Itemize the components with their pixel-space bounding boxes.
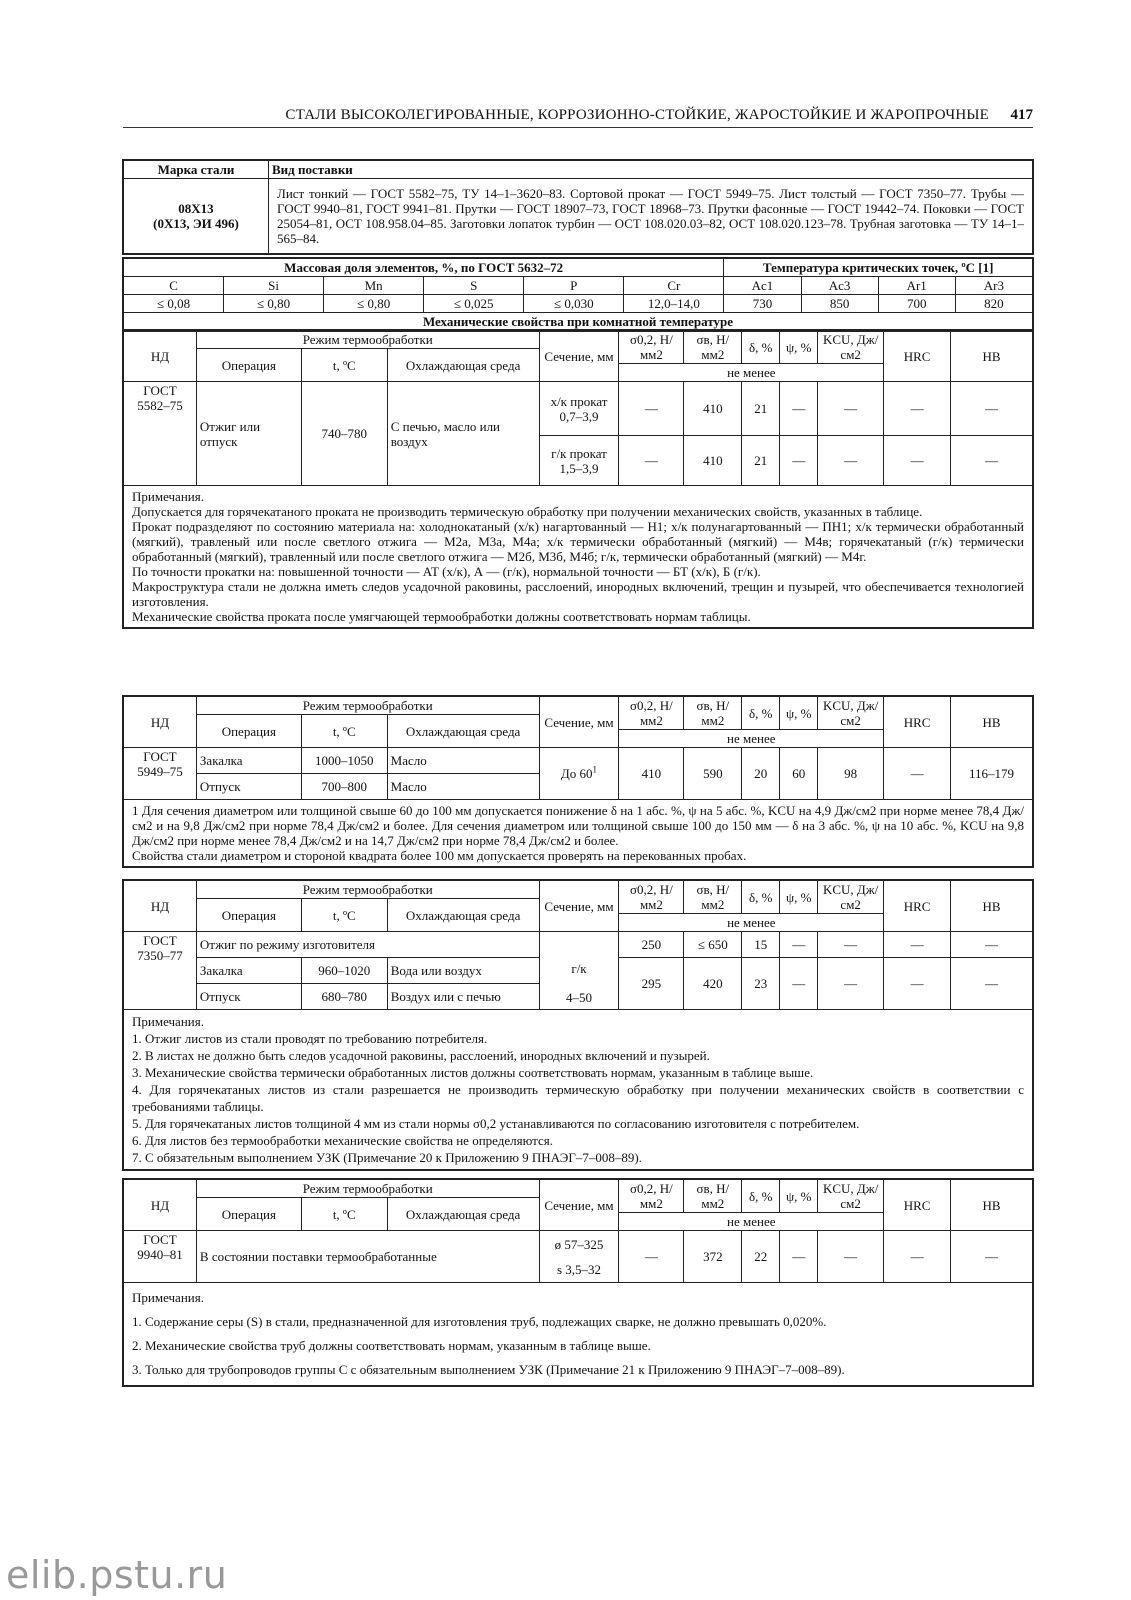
- value-ac3: 850: [801, 295, 878, 313]
- value-cr: 12,0–14,0: [624, 295, 724, 313]
- note-line: 1 Для сечения диаметром или толщиной свыше 60 до 100 мм допускается понижение δ на 1 абс. %, ψ на 5 абс. %, KCU на 4,9 Дж/см2 при норме менее 78,4 Дж/см2 и на 9,8 Дж/см2 при норме 78,4 Дж/см2 и более. Для сечения диаметром или толщиной свыше 100 до 150 мм — δ на 3 абс. %, ψ на 10 абс. %, KCU на 9,8 Дж/см2 при норме менее 78,4 Дж/см2 и на 14,7 Дж/см2 при норме 78,4 Дж/см2 и более.: [132, 803, 1024, 848]
- t3-r2-delta: 23: [742, 958, 780, 1010]
- t1-r1-psi: —: [780, 382, 818, 436]
- t4-sec1: ø 57–325: [554, 1236, 604, 1252]
- col-delta: δ, %: [742, 331, 780, 364]
- col-temp: t, ºС: [301, 899, 387, 932]
- col-hrc: HRC: [884, 881, 951, 932]
- t3-r1-psi: —: [780, 932, 818, 958]
- col-temp: t, ºС: [301, 349, 387, 382]
- col-operation: Операция: [196, 715, 301, 748]
- note-line: 3. Механические свойства термически обработанных листов должны соответствовать нормам, указанным в таблице выше.: [132, 1065, 814, 1080]
- col-section: Сечение, мм: [539, 1180, 619, 1231]
- t2-delta: 20: [742, 748, 780, 800]
- t3-r2-kcu: —: [818, 958, 884, 1010]
- mech-table-2: [123, 696, 1033, 867]
- col-s02: σ0,2, Н/мм2: [619, 331, 684, 364]
- col-nd: НД: [124, 331, 197, 382]
- notes-3: [124, 1010, 1033, 1170]
- notes-2: [124, 800, 1033, 867]
- col-regime: Режим термообработки: [196, 697, 539, 715]
- element-si: Si: [224, 277, 324, 295]
- t1-r1-hrc: —: [884, 382, 951, 436]
- t3-op0: Отжиг по режиму изготовителя: [196, 932, 539, 958]
- col-nd: НД: [124, 881, 197, 932]
- t2-op1: Закалка: [196, 748, 301, 774]
- t2-t2: 700–800: [301, 774, 387, 800]
- t3-r2-sb: 420: [684, 958, 742, 1010]
- t3-r1-kcu: —: [818, 932, 884, 958]
- col-min: не менее: [619, 914, 884, 932]
- point-ac1: Ac1: [724, 277, 801, 295]
- grade-alt: (0Х13, ЭИ 496): [153, 216, 239, 231]
- col-sb: σв, Н/мм2: [684, 697, 742, 730]
- note-line: По точности прокатки на: повышенной точности — АТ (х/к), А — (г/к), нормальной точности — БТ (х/к), Б (г/к).: [132, 564, 761, 579]
- note-line: 2. В листах не должно быть следов усадочной раковины, расслоений, инородных включений и пузырей.: [132, 1048, 710, 1063]
- t2-m1: Масло: [387, 748, 539, 774]
- t1-r1-kcu: —: [818, 382, 884, 436]
- col-regime: Режим термообработки: [196, 881, 539, 899]
- value-ac1: 730: [724, 295, 801, 313]
- t3-r1-sb: ≤ 650: [684, 932, 742, 958]
- col-kcu: KCU, Дж/см2: [818, 881, 884, 914]
- t3-r2-hb: —: [951, 958, 1033, 1010]
- t4-sec2: s 3,5–32: [556, 1261, 601, 1277]
- composition-title: Массовая доля элементов, %, по ГОСТ 5632–72: [124, 259, 724, 277]
- col-nd: НД: [124, 1180, 197, 1231]
- col-kcu: KCU, Дж/см2: [818, 1180, 884, 1213]
- t1-temp: 740–780: [301, 382, 387, 486]
- composition-table: [123, 258, 1033, 331]
- grade-label: Марка стали: [124, 161, 269, 179]
- t2-psi: 60: [780, 748, 818, 800]
- t3-r1-s02: 250: [619, 932, 684, 958]
- col-hrc: HRC: [884, 1180, 951, 1231]
- value-mn: ≤ 0,80: [324, 295, 424, 313]
- t3-r1-hrc: —: [884, 932, 951, 958]
- t1-operation: Отжиг или отпуск: [196, 382, 301, 486]
- col-regime: Режим термообработки: [196, 1180, 539, 1198]
- grade-name: 08Х13: [178, 201, 214, 216]
- col-hb: HB: [951, 697, 1033, 748]
- note-line: Примечания.: [132, 1014, 204, 1029]
- col-min: не менее: [619, 730, 884, 748]
- col-delta: δ, %: [742, 1180, 780, 1213]
- t1-medium: С печью, масло или воздух: [387, 382, 539, 486]
- supply-label: Вид поставки: [269, 161, 1033, 179]
- note-line: Макроструктура стали не должна иметь следов усадочной раковины, расслоений, инородных включений, трещин и пузырей, что обеспечивается технологией изготовления.: [132, 579, 1024, 609]
- note-line: 3. Только для трубопроводов группы С с обязательным выполнением УЗК (Примечание 21 к Приложению 9 ПНАЭГ–7–008–89).: [132, 1362, 845, 1377]
- col-section: Сечение, мм: [539, 697, 619, 748]
- note-line: Свойства стали диаметром и стороной квадрата более 100 мм допускается проверять на перекованных пробах.: [132, 848, 747, 863]
- running-title: СТАЛИ ВЫСОКОЛЕГИРОВАННЫЕ, КОРРОЗИОННО-СТОЙКИЕ, ЖАРОСТОЙКИЕ И ЖАРОПРОЧНЫЕ: [285, 107, 989, 123]
- t4-operation: В состоянии поставки термообработанные: [196, 1231, 539, 1283]
- supply-text: Лист тонкий — ГОСТ 5582–75, ТУ 14–1–3620–83. Сортовой прокат — ГОСТ 5949–75. Лист толстый — ГОСТ 7350–77. Трубы — ГОСТ 9940–81, ГОСТ 9941–81. Прутки — ГОСТ 18907–73, ГОСТ 18968–73. Прутки фасонные — ГОСТ 19442–74. Поковки — ГОСТ 25054–81, ОСТ 108.958.04–85. Заготовки лопаток турбин — ОСТ 108.020.03–82, ОСТ 108.020.123–78. Трубная заготовка — ТУ 14–1–565–84.: [269, 179, 1033, 254]
- t3-r1-delta: 15: [742, 932, 780, 958]
- col-s02: σ0,2, Н/мм2: [619, 1180, 684, 1213]
- t1-r2-section: г/к прокат 1,5–3,9: [539, 436, 619, 486]
- value-si: ≤ 0,80: [224, 295, 324, 313]
- col-sb: σв, Н/мм2: [684, 1180, 742, 1213]
- col-delta: δ, %: [742, 697, 780, 730]
- col-hrc: HRC: [884, 697, 951, 748]
- t3-op2: Отпуск: [196, 984, 301, 1010]
- t1-nd: ГОСТ 5582–75: [124, 382, 197, 486]
- t2-sb: 590: [684, 748, 742, 800]
- t1-r2-delta: 21: [742, 436, 780, 486]
- col-psi: ψ, %: [780, 1180, 818, 1213]
- col-hb: HB: [951, 881, 1033, 932]
- note-line: Механические свойства проката после умягчающей термообработки должны соответствовать нормам таблицы.: [132, 609, 751, 624]
- t4-sb: 372: [684, 1231, 742, 1283]
- col-medium: Охлаждающая среда: [387, 1198, 539, 1231]
- notes-1: [124, 486, 1033, 628]
- point-ar3: Ar3: [955, 277, 1032, 295]
- col-s02: σ0,2, Н/мм2: [619, 881, 684, 914]
- grade-table: [123, 160, 1033, 254]
- col-temp: t, ºС: [301, 1198, 387, 1231]
- t4-nd: ГОСТ 9940–81: [124, 1231, 197, 1283]
- note-line: 7. С обязательным выполнением УЗК (Примечание 20 к Приложению 9 ПНАЭГ–7–008–89).: [132, 1150, 642, 1165]
- col-s02: σ0,2, Н/мм2: [619, 697, 684, 730]
- t2-s02: 410: [619, 748, 684, 800]
- t4-s02: —: [619, 1231, 684, 1283]
- t3-m2: Воздух или с печью: [387, 984, 539, 1010]
- t4-kcu: —: [818, 1231, 884, 1283]
- t1-r2-s02: —: [619, 436, 684, 486]
- t3-r1-hb: —: [951, 932, 1033, 958]
- t1-r2-kcu: —: [818, 436, 884, 486]
- t4-hb: —: [951, 1231, 1033, 1283]
- col-min: не менее: [619, 1213, 884, 1231]
- mech-table-4: [123, 1179, 1033, 1386]
- col-operation: Операция: [196, 1198, 301, 1231]
- value-c: ≤ 0,08: [124, 295, 224, 313]
- col-hb: HB: [951, 1180, 1033, 1231]
- note-line: 1. Содержание серы (S) в стали, предназначенной для изготовления труб, подлежащих сварке, не должно превышать 0,020%.: [132, 1314, 827, 1329]
- mech-title: Механические свойства при комнатной температуре: [124, 313, 1033, 331]
- t2-hrc: —: [884, 748, 951, 800]
- col-section: Сечение, мм: [539, 881, 619, 932]
- col-psi: ψ, %: [780, 881, 818, 914]
- t1-r1-hb: —: [951, 382, 1033, 436]
- t1-r2-hrc: —: [884, 436, 951, 486]
- t3-r2-hrc: —: [884, 958, 951, 1010]
- mech-table-1: [123, 330, 1033, 628]
- t2-hb: 116–179: [951, 748, 1033, 800]
- col-medium: Охлаждающая среда: [387, 715, 539, 748]
- t2-nd: ГОСТ 5949–75: [124, 748, 197, 800]
- note-line: 6. Для листов без термообработки механические свойства не определяются.: [132, 1133, 553, 1148]
- point-ac3: Ac3: [801, 277, 878, 295]
- col-min: не менее: [619, 364, 884, 382]
- element-p: P: [524, 277, 624, 295]
- col-kcu: KCU, Дж/см2: [818, 331, 884, 364]
- t4-delta: 22: [742, 1231, 780, 1283]
- grade-cell: [124, 179, 269, 254]
- value-ar3: 820: [955, 295, 1032, 313]
- col-regime: Режим термообработки: [196, 331, 539, 349]
- col-operation: Операция: [196, 349, 301, 382]
- footnote-mark: 1: [592, 764, 598, 775]
- note-line: Допускается для горячекатаного проката не производить термическую обработку при получении механических свойств, указанных в таблице.: [132, 504, 923, 519]
- page-number: 417: [1010, 107, 1033, 123]
- t3-op1: Закалка: [196, 958, 301, 984]
- col-operation: Операция: [196, 899, 301, 932]
- t1-r2-sb: 410: [684, 436, 742, 486]
- col-hrc: HRC: [884, 331, 951, 382]
- mech-table-3: [123, 880, 1033, 1170]
- t1-r1-delta: 21: [742, 382, 780, 436]
- col-hb: HB: [951, 331, 1033, 382]
- note-line: 5. Для горячекатаных листов толщиной 4 мм из стали нормы σ0,2 устанавливаются по согласованию изготовителя с потребителем.: [132, 1116, 860, 1131]
- col-kcu: KCU, Дж/см2: [818, 697, 884, 730]
- col-sb: σв, Н/мм2: [684, 331, 742, 364]
- t1-r1-sb: 410: [684, 382, 742, 436]
- t1-r2-hb: —: [951, 436, 1033, 486]
- critical-title: Температура критических точек, ºС [1]: [724, 259, 1033, 277]
- t3-sec1: г/к: [571, 961, 587, 976]
- col-nd: НД: [124, 697, 197, 748]
- note-line: Примечания.: [132, 489, 204, 504]
- t1-r2-psi: —: [780, 436, 818, 486]
- col-sb: σв, Н/мм2: [684, 881, 742, 914]
- element-s: S: [424, 277, 524, 295]
- note-line: 1. Отжиг листов из стали проводят по требованию потребителя.: [132, 1031, 488, 1046]
- value-s: ≤ 0,025: [424, 295, 524, 313]
- t3-m1: Вода или воздух: [387, 958, 539, 984]
- element-c: C: [124, 277, 224, 295]
- t1-r1-s02: —: [619, 382, 684, 436]
- note-line: 2. Механические свойства труб должны соответствовать нормам, указанным в таблице выше.: [132, 1338, 651, 1353]
- col-medium: Охлаждающая среда: [387, 349, 539, 382]
- col-delta: δ, %: [742, 881, 780, 914]
- value-p: ≤ 0,030: [524, 295, 624, 313]
- col-psi: ψ, %: [780, 697, 818, 730]
- col-psi: ψ, %: [780, 331, 818, 364]
- t2-kcu: 98: [818, 748, 884, 800]
- t3-t1: 960–1020: [301, 958, 387, 984]
- page-header: [123, 107, 1033, 128]
- col-temp: t, ºС: [301, 715, 387, 748]
- t3-section: [539, 932, 619, 1010]
- t1-r1-section: х/к прокат 0,7–3,9: [539, 382, 619, 436]
- t3-r2-s02: 295: [619, 958, 684, 1010]
- note-line: 4. Для горячекатаных листов из стали разрешается не производить термическую обработку при получении механических свойств в соответствии с требованиями таблицы.: [132, 1082, 1024, 1114]
- note-line: Примечания.: [132, 1290, 204, 1305]
- element-cr: Cr: [624, 277, 724, 295]
- t3-t2: 680–780: [301, 984, 387, 1010]
- watermark: elib.pstu.ru: [6, 1553, 228, 1597]
- col-section: Сечение, мм: [539, 331, 619, 382]
- t4-hrc: —: [884, 1231, 951, 1283]
- notes-4: [124, 1283, 1033, 1386]
- t2-t1: 1000–1050: [301, 748, 387, 774]
- t2-op2: Отпуск: [196, 774, 301, 800]
- t3-nd: ГОСТ 7350–77: [124, 932, 197, 1010]
- col-medium: Охлаждающая среда: [387, 899, 539, 932]
- t3-r2-psi: —: [780, 958, 818, 1010]
- element-mn: Mn: [324, 277, 424, 295]
- t2-m2: Масло: [387, 774, 539, 800]
- t2-section: [539, 748, 619, 800]
- point-ar1: Ar1: [878, 277, 955, 295]
- t3-sec2: 4–50: [566, 990, 592, 1005]
- t2-section-value: До 60: [560, 766, 593, 781]
- t4-section: [539, 1231, 619, 1283]
- note-line: Прокат подразделяют по состоянию материала на: холоднокатаный (х/к) нагартованный — Н1; х/к полунагартованный — ПН1; х/к термически обработанный (мягкий), травленый или после светлого отжига — М2а, М3а, М4а; х/к термически обработанный (мягкий) — М4в; горячекатаный (г/к) термически обработанный (мягкий), травленный или после светлого отжига — М2б, М3б, М4б; г/к, термически обработанный (мягкий) — М4г.: [132, 519, 1024, 564]
- t4-psi: —: [780, 1231, 818, 1283]
- value-ar1: 700: [878, 295, 955, 313]
